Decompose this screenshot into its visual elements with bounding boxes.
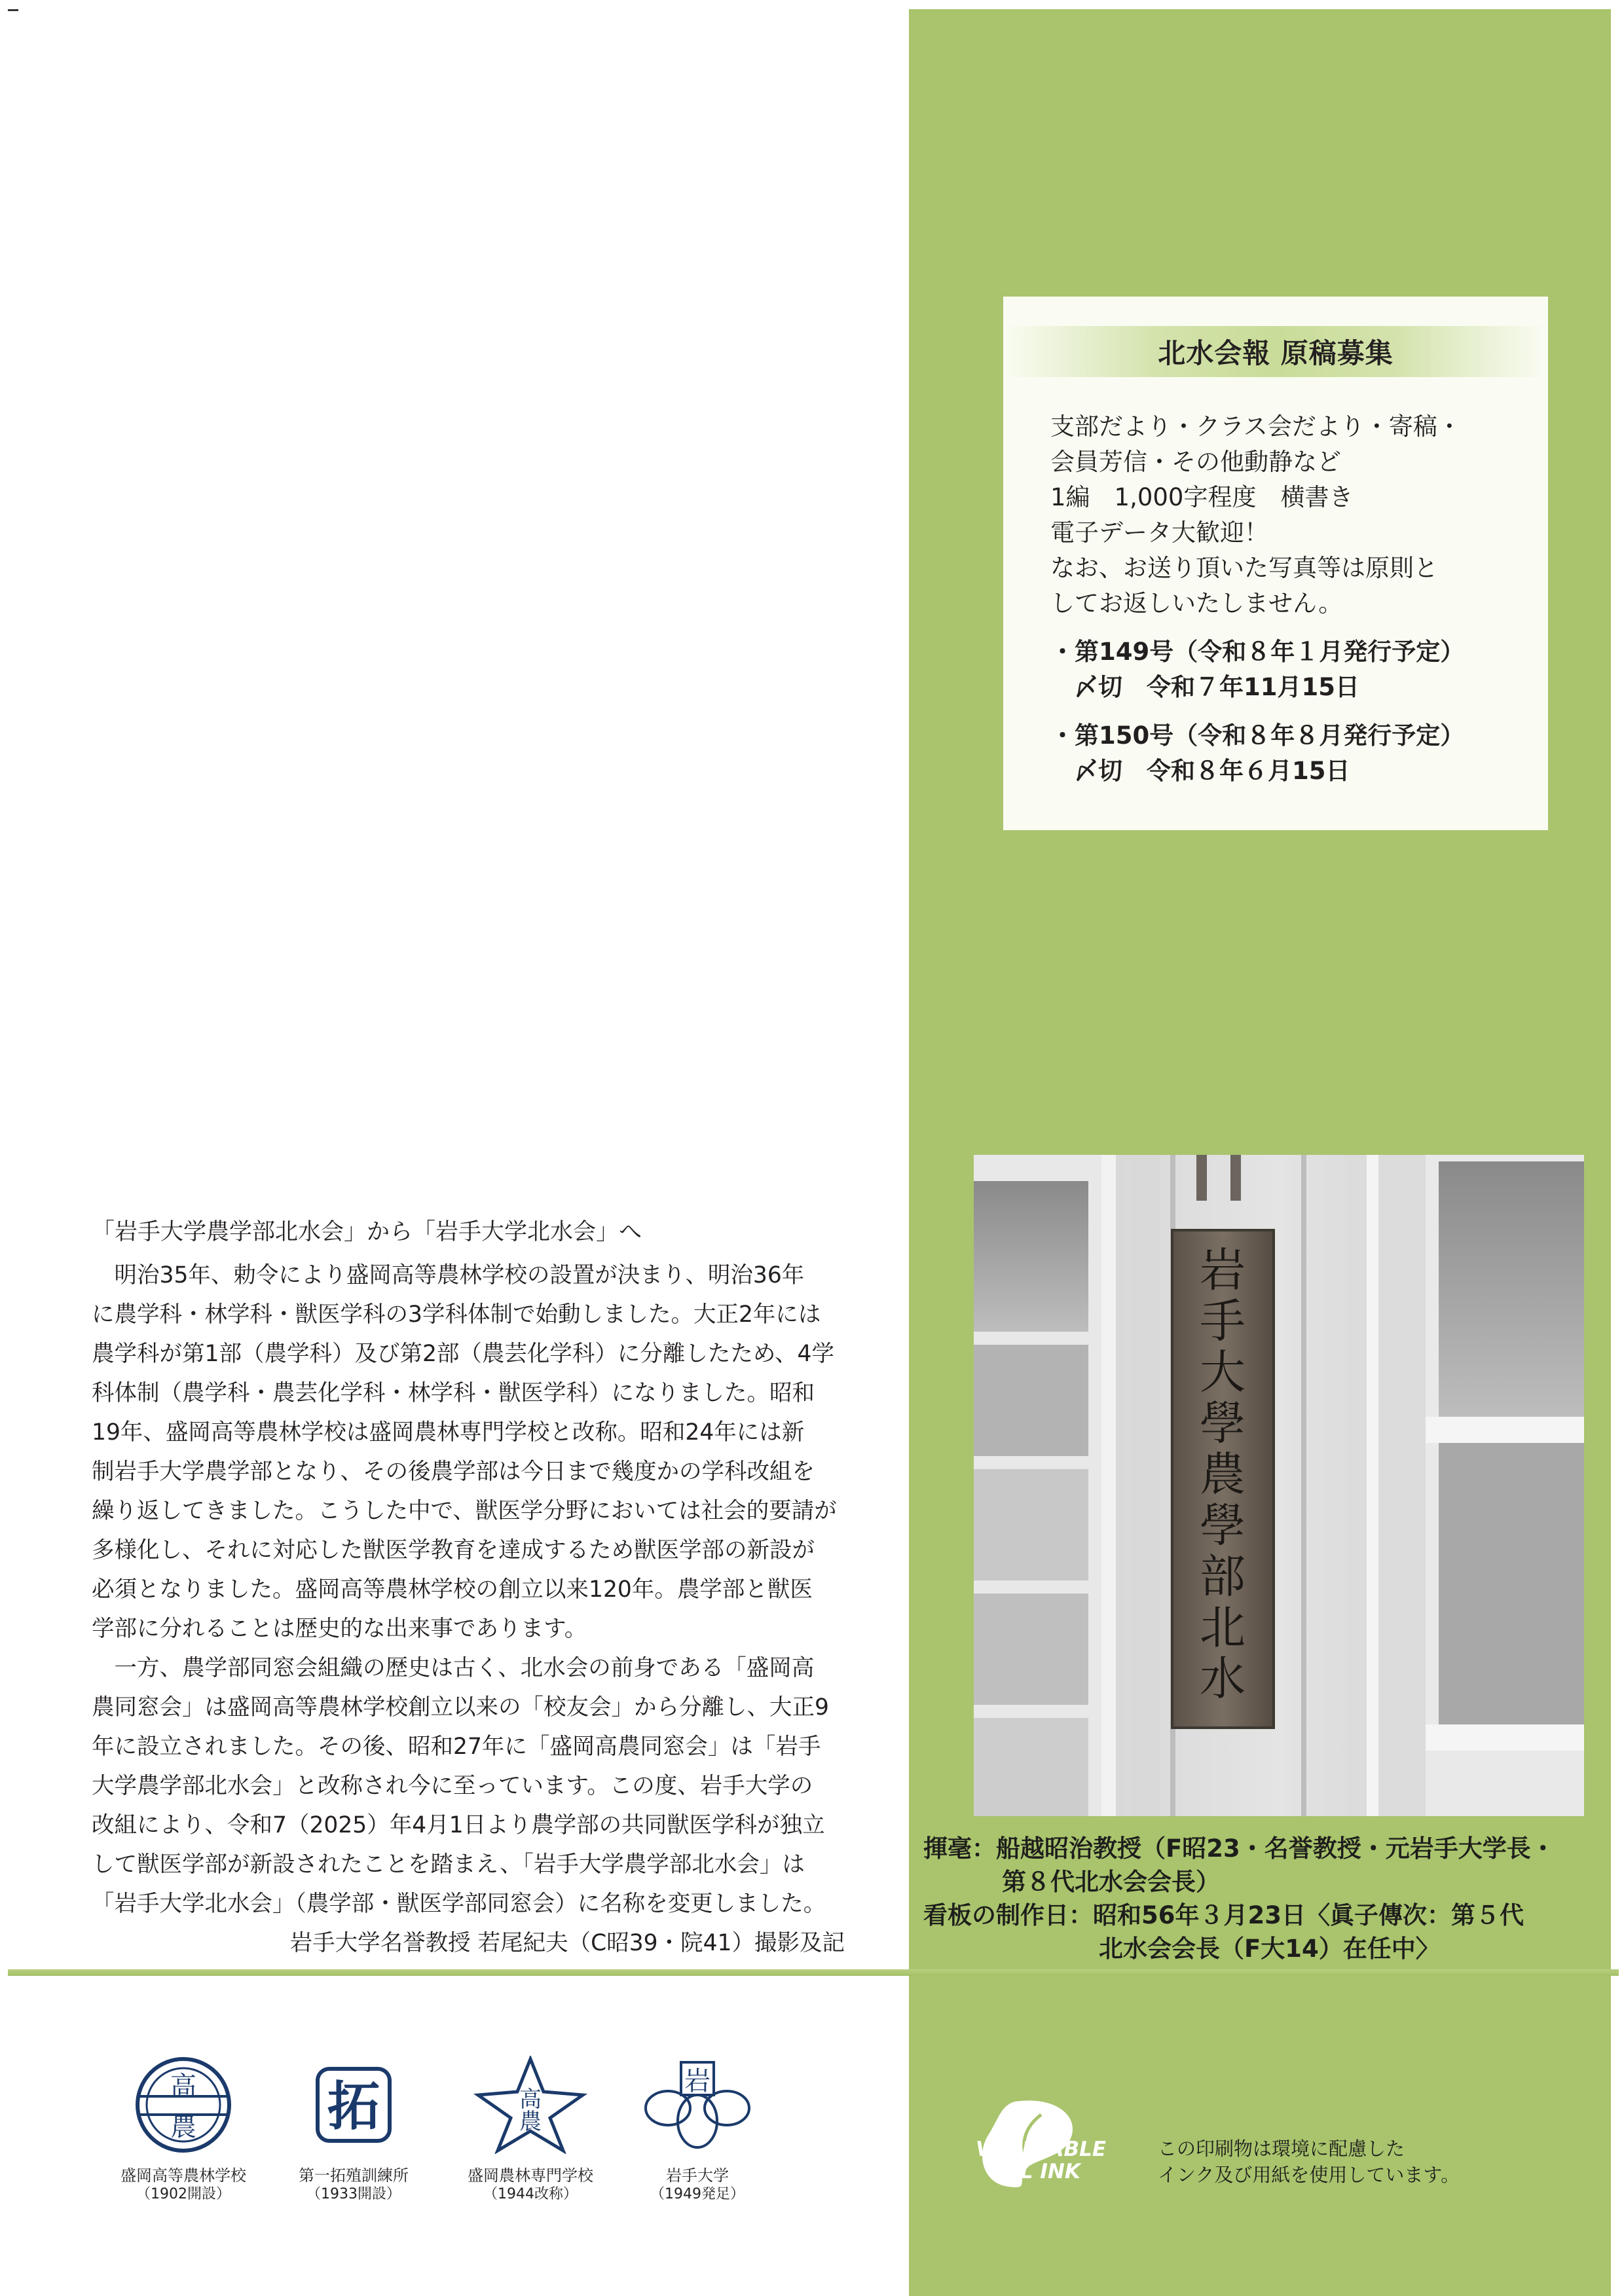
logo-name: 盛岡高等農林学校 (120, 2166, 246, 2185)
logo-date: （1944改称） (483, 2186, 578, 2202)
issue-149 (1050, 634, 1535, 705)
article-line: 大学農学部北水会」と改称され今に至っています。この度、岩手大学の (92, 1773, 813, 1799)
article-line: 繰り返してきました。こうした中で、獣医学分野においては社会的要請が (92, 1498, 837, 1524)
recruitment-line: 支部だより・クラス会だより・寄稿・ (1050, 412, 1462, 441)
logo-daiichi-takushoku (275, 2056, 432, 2204)
issue-title: ・第150号（令和８年８月発行予定） (1050, 721, 1465, 750)
article-line: 改組により、令和7（2025）年4月1日より農学部の共同獣医学科が独立 (92, 1812, 825, 1838)
svg-text:岩: 岩 (1200, 1243, 1246, 1297)
article-line: 学部に分れることは歴史的な出来事であります。 (92, 1616, 587, 1642)
issue-150 (1050, 718, 1535, 789)
recruitment-body (1050, 409, 1535, 789)
logo-iwate-university (622, 2056, 773, 2204)
caption-line: 北水会会長（F大14）在任中〉 (1099, 1935, 1440, 1963)
recruitment-line: 電子データ大歓迎！ (1050, 519, 1268, 547)
logo-name: 第一拓殖訓練所 (299, 2166, 409, 2185)
article-line: 一方、農学部同窓会組織の歴史は古く、北水会の前身である「盛岡高 (92, 1655, 815, 1681)
svg-text:農: 農 (1200, 1448, 1246, 1501)
svg-text:學: 學 (1200, 1396, 1246, 1450)
recruitment-title: 北水会報 原稿募集 (1158, 337, 1393, 369)
recruitment-line: 会員芳信・その他動静など (1050, 448, 1341, 476)
issue-title: ・第149号（令和８年１月発行予定） (1050, 638, 1465, 666)
svg-text:學: 學 (1200, 1499, 1246, 1552)
article-line: して獣医学部が新設されたことを踏まえ、「岩手大学農学部北水会」は (92, 1851, 805, 1878)
article-byline: 岩手大学名誉教授 若尾紀夫（C昭39・院41）撮影及記 (289, 1930, 845, 1956)
svg-text:北: 北 (1200, 1601, 1246, 1654)
article-line: 「岩手大学北水会」（農学部・獣医学部同窓会）に名称を変更しました。 (92, 1891, 826, 1917)
article-line: 農同窓会」は盛岡高等農林学校創立以来の「校友会」から分離し、大正9 (92, 1694, 829, 1721)
article-line: 必須となりました。盛岡高等農林学校の創立以来120年。農学部と獣医 (92, 1576, 813, 1603)
emblem-char: 高 (519, 2086, 542, 2113)
issue-deadline: 〆切 令和７年11月15日 (1074, 673, 1359, 701)
article-line: 制岩手大学農学部となり、その後農学部は今日まで幾度かの学科改組を (92, 1459, 815, 1485)
article-line: 多様化し、それに対応した獣医学教育を達成するため獣医学部の新設が (92, 1537, 815, 1563)
caption-line: 看板の制作日：昭和56年３月23日〈眞子傳次：第５代 (923, 1901, 1524, 1929)
logo-morioka-nourin-senmon (445, 2056, 616, 2204)
svg-text:手: 手 (1200, 1294, 1246, 1348)
emblem-char: 高 (170, 2071, 196, 2102)
manuscript-recruitment-box (1003, 297, 1548, 830)
recruitment-line: 1編 1,000字程度 横書き (1050, 483, 1354, 511)
divider-stripe (8, 1969, 1619, 1976)
school-logos (0, 2043, 909, 2239)
emblem-char: 岩 (684, 2066, 710, 2096)
emblem-char: 拓 (327, 2075, 380, 2137)
crop-mark (8, 9, 18, 11)
caption-line: 第８代北水会会長） (1002, 1868, 1220, 1896)
veg-mark-line2: OIL INK (995, 2160, 1080, 2183)
veg-note-line: インク及び用紙を使用しています。 (1158, 2164, 1460, 2186)
article-line: 科体制（農学科・農芸化学科・林学科・獣医学科）になりました。昭和 (92, 1380, 815, 1406)
article-line: 年に設立されました。その後、昭和27年に「盛岡高農同窓会」は「岩手 (92, 1734, 821, 1760)
caption-line: 揮毫：船越昭治教授（F昭23・名誉教授・元岩手大学長・ (923, 1834, 1555, 1863)
logo-name: 岩手大学 (666, 2166, 729, 2185)
veg-mark-line1: VEGETABLE (976, 2138, 1107, 2161)
vegetable-ink-note (1158, 2136, 1460, 2188)
article-line: 明治35年、勅令により盛岡高等農林学校の設置が決まり、明治36年 (92, 1262, 805, 1288)
logo-morioka-koutou-nourin (98, 2056, 268, 2204)
recruitment-line: してお返しいたしません。 (1050, 589, 1343, 617)
emblem-taku-icon (304, 2056, 403, 2154)
article (92, 1212, 845, 1963)
veg-note-line: この印刷物は環境に配慮した (1158, 2138, 1405, 2160)
photo-caption (923, 1832, 1604, 1965)
article-heading: 「岩手大学農学部北水会」から「岩手大学北水会」へ (92, 1219, 642, 1245)
issue-deadline: 〆切 令和８年６月15日 (1074, 757, 1350, 785)
emblem-char: 農 (519, 2109, 542, 2135)
svg-text:大: 大 (1200, 1345, 1246, 1399)
article-line: に農学科・林学科・獣医学科の3学科体制で始動しました。大正2年には (92, 1302, 821, 1328)
recruitment-header (1003, 326, 1548, 377)
logo-date: （1902開設） (136, 2186, 231, 2202)
recruitment-line: なお、お送り頂いた写真等は原則と (1050, 554, 1438, 582)
emblem-iwate-icon (642, 2056, 753, 2154)
emblem-kounou-icon (134, 2056, 232, 2154)
article-line: 19年、盛岡高等農林学校は盛岡農林専門学校と改称。昭和24年には新 (92, 1419, 805, 1446)
logo-date: （1933開設） (306, 2186, 401, 2202)
emblem-char: 農 (170, 2112, 196, 2142)
svg-text:部: 部 (1200, 1550, 1246, 1603)
logo-name: 盛岡農林専門学校 (468, 2166, 593, 2185)
svg-text:水: 水 (1200, 1652, 1246, 1705)
emblem-star-icon (471, 2056, 589, 2154)
article-line: 農学科が第1部（農学科）及び第2部（農芸化学科）に分離したため、4学 (92, 1341, 834, 1367)
signboard-photo (974, 1155, 1584, 1816)
signboard-photo-image (974, 1155, 1584, 1816)
logo-date: （1949発足） (650, 2186, 745, 2202)
vegetable-oil-ink-logo (969, 2095, 1139, 2193)
